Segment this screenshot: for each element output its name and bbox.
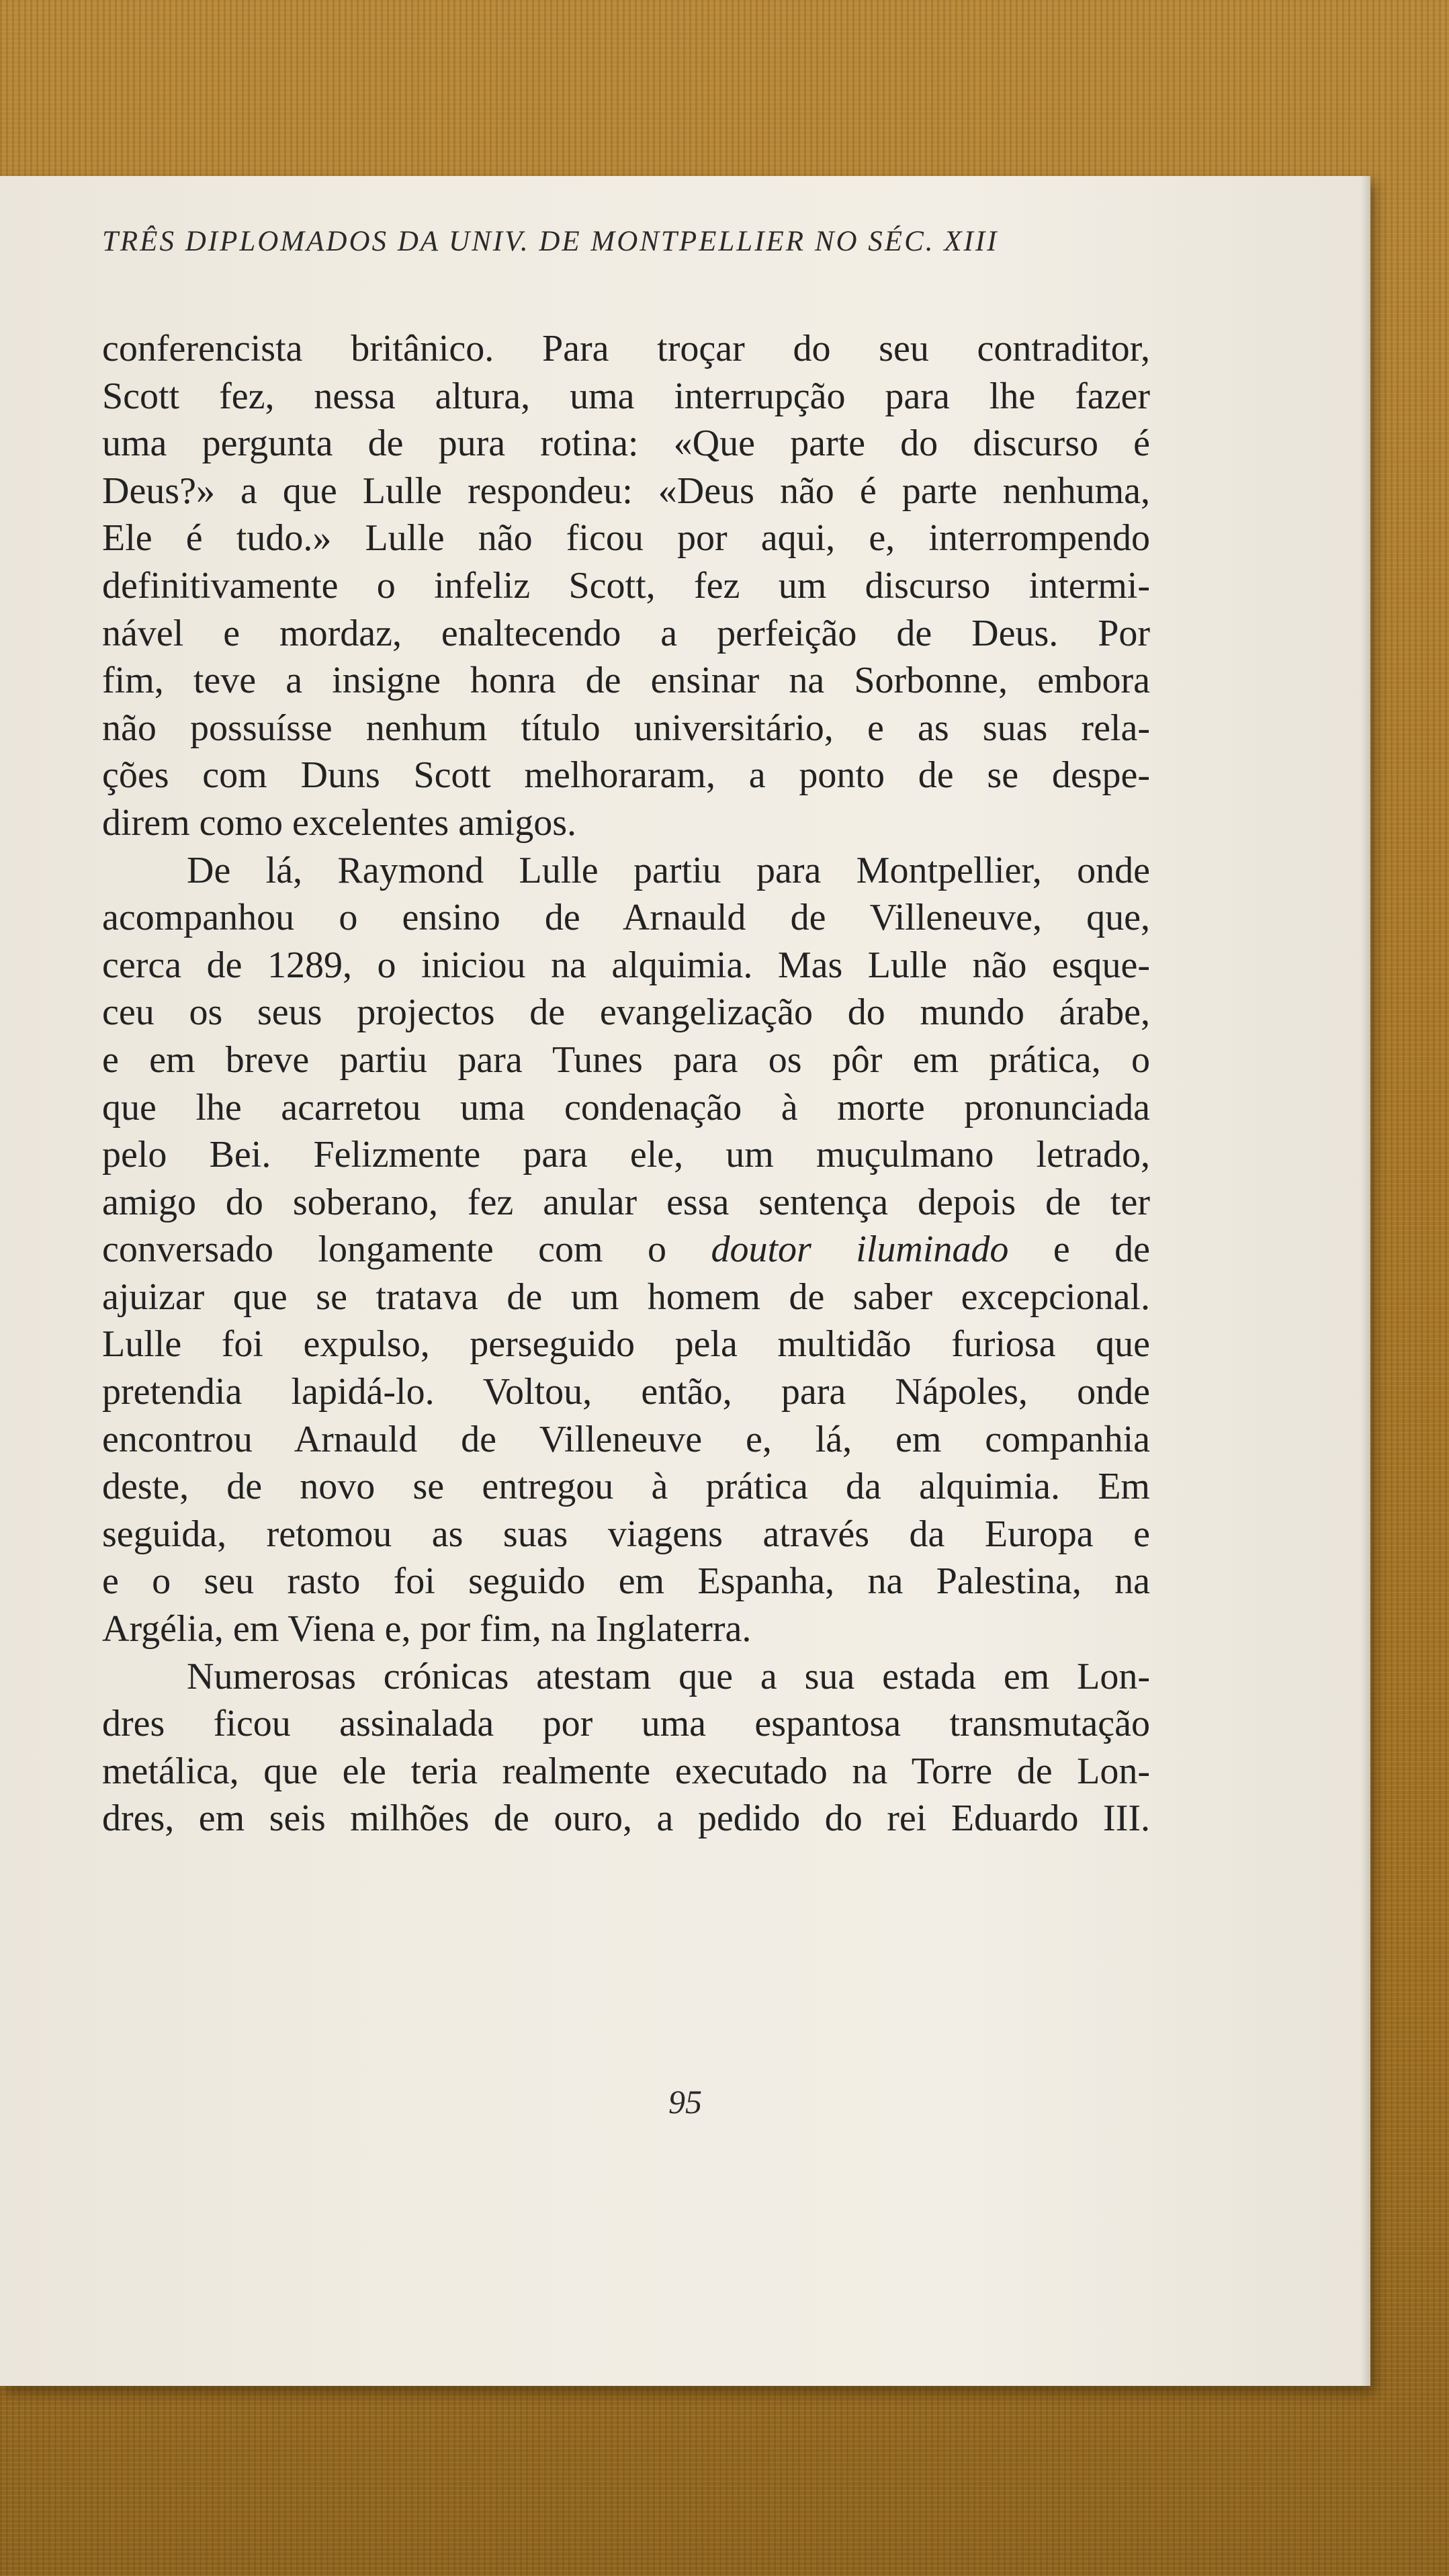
text-line: Numerosas crónicas atestam que a sua estada em Lon- (187, 1655, 1150, 1697)
text-line: direm como excelentes amigos. (102, 801, 576, 844)
text-segment: conversado longamente com o (102, 1229, 711, 1271)
text-line: encontrou Arnauld de Villeneuve e, lá, em companhia (102, 1418, 1150, 1460)
text-line: Deus?» a que Lulle respondeu: «Deus não é parte nenhuma, (102, 470, 1150, 512)
text-line: pelo Bei. Felizmente para ele, um muçulmano letrado, (102, 1134, 1150, 1176)
text-line: ções com Duns Scott melhoraram, a ponto de se despe- (102, 754, 1150, 797)
text-line: Lulle foi expulso, perseguido pela multidão furiosa que (102, 1323, 1150, 1366)
italic-term: doutor iluminado (711, 1229, 1009, 1271)
text-line: ceu os seus projectos de evangelização do mundo árabe, (102, 991, 1150, 1034)
page-edge (1361, 176, 1370, 2386)
text-line: De lá, Raymond Lulle partiu para Montpellier, onde (187, 849, 1150, 891)
text-line: definitivamente o infeliz Scott, fez um discurso intermi- (102, 564, 1150, 607)
text-line: conferencista britânico. Para troçar do seu contraditor, (102, 328, 1150, 369)
text-segment: e de (1008, 1229, 1150, 1271)
text-line-with-italic (102, 1226, 1150, 1274)
body-text (102, 325, 1150, 1842)
text-line: uma pergunta de pura rotina: «Que parte do discurso é (102, 423, 1150, 465)
text-line: fim, teve a insigne honra de ensinar na Sorbonne, embora (102, 660, 1150, 702)
text-line: dres ficou assinalada por uma espantosa transmutação (102, 1703, 1150, 1745)
page-number: 95 (668, 2083, 702, 2121)
text-line: dres, em seis milhões de ouro, a pedido do rei Eduardo III. (102, 1797, 1150, 1840)
text-line: ajuizar que se tratava de um homem de saber excepcional. (102, 1276, 1150, 1318)
text-line: seguida, retomou as suas viagens através da Europa e (102, 1513, 1150, 1555)
text-line: e o seu rasto foi seguido em Espanha, na Palestina, na (102, 1560, 1150, 1603)
text-line: Argélia, em Viena e, por fim, na Inglaterra. (102, 1608, 752, 1650)
text-line: deste, de novo se entregou à prática da alquimia. Em (102, 1466, 1150, 1508)
text-line: amigo do soberano, fez anular essa sentença depois de ter (102, 1181, 1150, 1223)
text-line: cerca de 1289, o iniciou na alquimia. Mas Lulle não esque- (102, 944, 1150, 986)
text-line: acompanhou o ensino de Arnauld de Villeneuve, que, (102, 897, 1150, 939)
text-line: pretendia lapidá-lo. Voltou, então, para Nápoles, onde (102, 1371, 1150, 1413)
text-line: Scott fez, nessa altura, uma interrupção para lhe fazer (102, 375, 1150, 417)
text-line: metálica, que ele teria realmente executado na Torre de Lon- (102, 1750, 1150, 1792)
text-line: que lhe acarretou uma condenação à morte pronunciada (102, 1086, 1150, 1128)
text-line: e em breve partiu para Tunes para os pôr em prática, o (102, 1038, 1150, 1081)
text-line: não possuísse nenhum título universitário, e as suas rela- (102, 707, 1150, 749)
text-line: nável e mordaz, enaltecendo a perfeição de Deus. Por (102, 612, 1150, 654)
running-head: TRÊS DIPLOMADOS DA UNIV. DE MONTPELLIER NO SÉC. XIII (102, 226, 999, 257)
text-line: Ele é tudo.» Lulle não ficou por aqui, e, interrompendo (102, 517, 1150, 560)
